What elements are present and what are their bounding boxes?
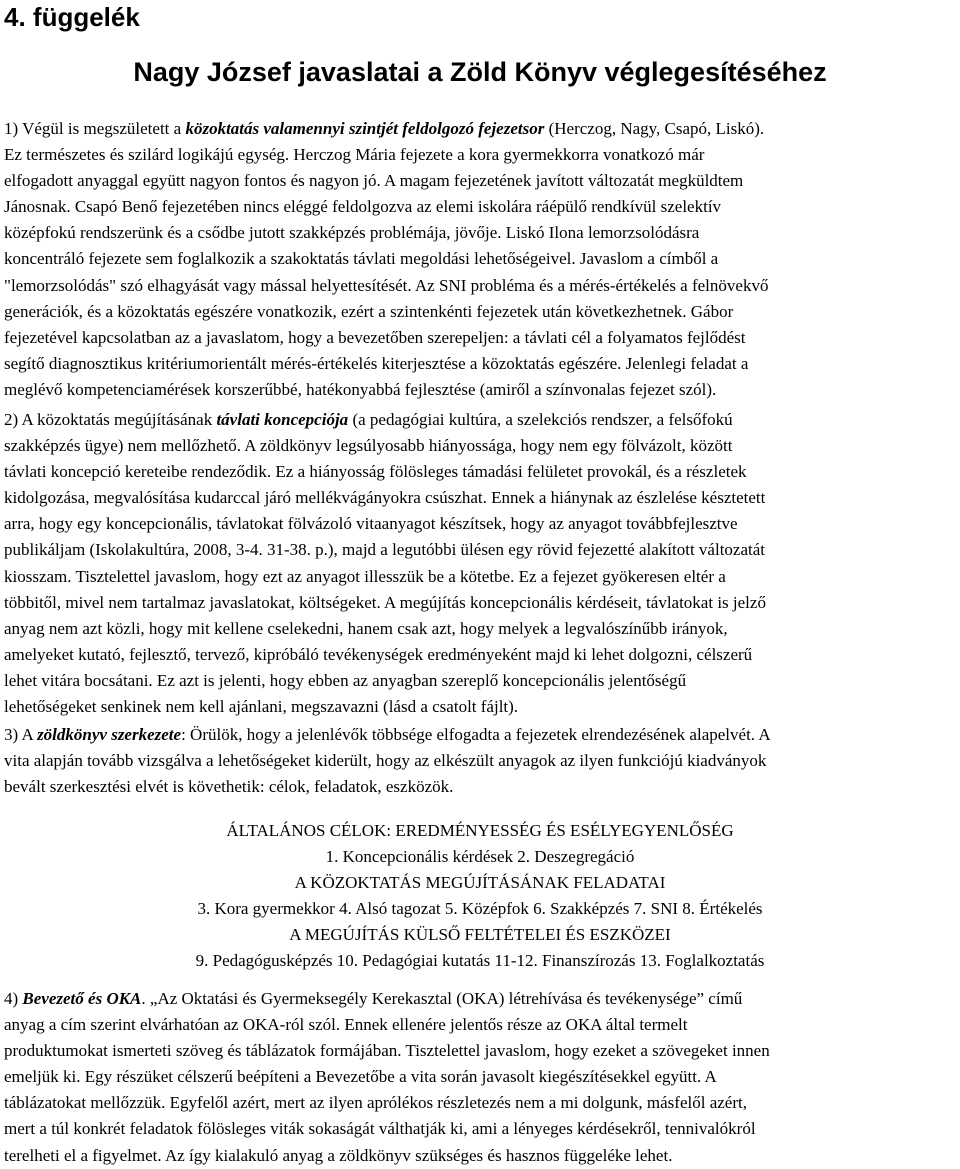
structure-line: 1. Koncepcionális kérdések 2. Deszegregáció (325, 847, 635, 866)
text-line: 3) A zöldkönyv szerkezete: Örülök, hogy a jelenlévők többsége elfogadta a fejezetek elrendezésének alapelvét. A (4, 725, 771, 744)
text-line: koncentráló fejezete sem foglalkozik a szakoktatás távlati megoldási lehetőségeivel. Javaslom a címből a (4, 249, 719, 269)
structure-line: ÁLTALÁNOS CÉLOK: EREDMÉNYESSÉG ÉS ESÉLYEGYENLŐSÉG (226, 821, 734, 840)
text-line: arra, hogy egy koncepcionális, távlatokat fölvázoló vitaanyagot készítsek, hogy az anyagot továbbfejlesztve (4, 514, 738, 534)
text-line: távlati koncepció kereteibe rendeződik. Ez a hiányosság fölösleges támadási felületet provokál, és a részletek (4, 462, 747, 482)
text-line: anyag a cím szerint elvárhatóan az OKA-ról szól. Ennek ellenére jelentős része az OKA által termelt (4, 1015, 688, 1035)
text-line: lehetőségeket senkinek nem kell ajánlani, megszavazni (lásd a csatolt fájlt). (4, 697, 519, 717)
emphasis: Bevezető és OKA (22, 989, 142, 1008)
text-line: generációk, és a közoktatás egészére vonatkozik, ezért a szintenkénti fejezetek után következhetnek. Gábor (4, 301, 734, 321)
text-line: "lemorzsolódás" szó elhagyását vagy mással helyettesítését. Az SNI probléma és a mérés-értékelés a felnövekvő (4, 275, 769, 295)
text-line: kidolgozása, megvalósítása kudarccal járó mellékvágányokra csúszhat. Ennek a hiánynak az észlelése késztetett (4, 488, 766, 508)
text-line: publikáljam (Iskolakultúra, 2008, 3-4. 31-38. p.), majd a legutóbbi ülésen egy rövid fejezetté alakított változatát (4, 540, 765, 560)
text-line: táblázatokat mellőzzük. Egyfelől azért, mert az ilyen aprólékos részletezés nem a mi dolgunk, másfelől azért, (4, 1093, 747, 1113)
text-line: szakképzés ügye) nem mellőzhető. A zöldkönyv legsúlyosabb hiányossága, hogy nem egy fölvázolt, között (4, 436, 733, 456)
text-line: többitől, mivel nem tartalmaz javaslatokat, költségeket. A megújítás koncepcionális kérdéseit, távlatokat is jelző (4, 592, 766, 612)
structure-line: A KÖZOKTATÁS MEGÚJÍTÁSÁNAK FELADATAI (294, 873, 666, 892)
text-line: segítő diagnosztikus kritériumorientált mérés-értékelés kiterjesztése a közoktatás egészére. Jelenlegi feladat a (4, 353, 749, 373)
text-line: kiosszam. Tisztelettel javaslom, hogy ezt az anyagot illesszük be a kötetbe. Ez a fejezet gyökeresen eltér a (4, 566, 726, 586)
text-line: középfokú rendszerünk és a csődbe jutott szakképzés problémája, jövője. Liskó Ilona lemorzsolódásra (4, 223, 700, 243)
text-line: emeljük ki. Egy részüket célszerű beépíteni a Bevezetőbe a vita során javasolt kiegészítésekkel együtt. A (4, 1067, 717, 1087)
text-line: vita alapján tovább vizsgálva a lehetőségeket kiderült, hogy az elkészült anyagok az ilyen funkciójú kiadványok (4, 751, 767, 771)
paragraph-2 (4, 407, 954, 720)
structure-line: 3. Kora gyermekkor 4. Alsó tagozat 5. Középfok 6. Szakképzés 7. SNI 8. Értékelés (197, 899, 763, 918)
text-line: bevált szerkesztési elvét is követhetik: célok, feladatok, eszközök. (4, 777, 454, 797)
paragraph-1 (4, 116, 954, 403)
paragraph-4 (4, 986, 954, 1169)
text-line: mert a túl konkrét feladatok fölösleges viták sokaságát válthatják ki, ami a lényeges kérdésekről, tennivalókról (4, 1119, 756, 1139)
emphasis: zöldkönyv szerkezete (37, 725, 182, 744)
text-line: terelheti el a figyelmet. Az így kialakuló anyag a zöldkönyv szükséges és hasznos függeléke lehet. (4, 1145, 673, 1165)
structure-line: A MEGÚJÍTÁS KÜLSŐ FELTÉTELEI ÉS ESZKÖZEI (289, 925, 671, 944)
paragraph-3 (4, 722, 954, 800)
text-line: 1) Végül is megszületett a közoktatás valamennyi szintjét feldolgozó fejezetsor (Herczog, Nagy, Csapó, Liskó). (4, 119, 765, 138)
text-line: Ez természetes és szilárd logikájú egység. Herczog Mária fejezete a kora gyermekkorra vonatkozó már (4, 145, 705, 165)
text-line: produktumokat ismerteti szöveg és táblázatok formájában. Tisztelettel javaslom, hogy ezeket a szövegeket innen (4, 1041, 770, 1061)
text-line: anyag nem azt közli, hogy mit kellene cselekedni, hanem csak azt, hogy melyek a legvalószínűbb irányok, (4, 618, 728, 638)
text-line: meglévő kompetenciamérések korszerűbbé, hatékonyabbá fejlesztése (amiről a színvonalas fejezet szól). (4, 379, 717, 399)
structure-outline (0, 818, 960, 974)
text-line: lehet vitára bocsátani. Ez azt is jelenti, hogy ebben az anyagban szereplő koncepcionális jelentőségű (4, 670, 687, 690)
emphasis: távlati koncepciója (216, 410, 349, 429)
text-line: Jánosnak. Csapó Benő fejezetében nincs eléggé feldolgozva az elemi iskolára ráépülő rendkívül szelektív (4, 197, 722, 217)
text-line: amelyeket kutató, fejlesztő, tervező, kipróbáló tevékenységek eredményeként majd ki lehet dolgozni, célszerű (4, 644, 753, 664)
text-line: 2) A közoktatás megújításának távlati koncepciója (a pedagógiai kultúra, a szelekciós rendszer, a felsőfokú (4, 410, 733, 429)
appendix-heading: 4. függelék (4, 2, 140, 32)
text-line: elfogadott anyaggal együtt nagyon fontos és nagyon jó. A magam fejezetének javított változatát megküldtem (4, 171, 744, 191)
structure-line: 9. Pedagógusképzés 10. Pedagógiai kutatás 11-12. Finanszírozás 13. Foglalkoztatás (195, 951, 765, 970)
document-title: Nagy József javaslatai a Zöld Könyv véglegesítéséhez (133, 57, 827, 87)
text-line: 4) Bevezető és OKA. „Az Oktatási és Gyermeksegély Kerekasztal (OKA) létrehívása és tevékenysége” című (4, 989, 743, 1008)
text-line: fejezetével kapcsolatban az a javaslatom, hogy a bevezetőben szerepeljen: a távlati cél a folyamatos fejlődést (4, 327, 746, 347)
emphasis: közoktatás valamennyi szintjét feldolgozó fejezetsor (185, 119, 545, 138)
